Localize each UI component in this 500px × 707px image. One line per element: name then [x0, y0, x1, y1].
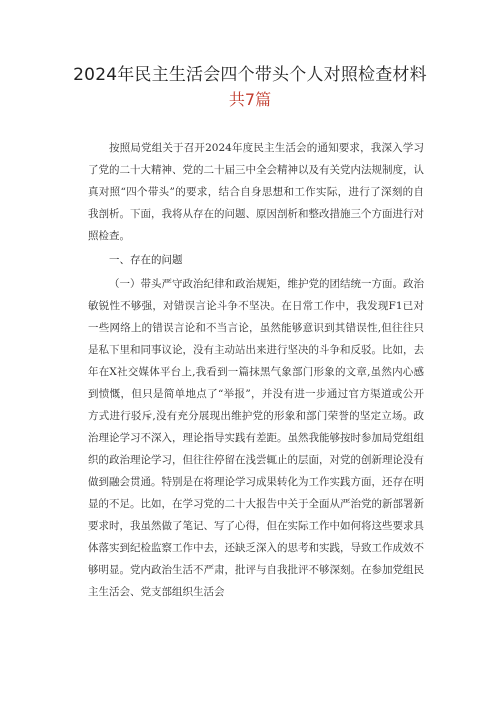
document-body — [88, 137, 424, 603]
intro-paragraph: 按照局党组关于召开2024年度民主生活会的通知要求，我深入学习了党的二十大精神、党的二十届三中全会精神以及有关党内法规制度，认真对照“四个带头”的要求，结合自身思想和工作实际，进行了深刻的自我剖析。下面，我将从存在的问题、原因剖析和整改措施三个方面进行对照检查。 — [88, 142, 424, 242]
document-subtitle: 共7篇 — [228, 90, 272, 109]
section-paragraph: （一）带头严守政治纪律和政治规矩，维护党的团结统一方面。政治敏锐性不够强，对错误言论斗争不坚决。在日常工作中，我发现F1已对一些网络上的错误言论和不当言论，虽然能够意识到其错误性,但往往只是私下里和同事议论，没有主动站出来进行坚决的斗争和反驳。比如，去年在X社交媒体平台上,我看到一篇抹黑气象部门形象的文章,虽然内心感到愤慨，但只是简单地点了“举报”，并没有进一步通过官方渠道或公开方式进行驳斥,没有充分展现出维护党的形象和部门荣誉的坚定立场。政治理论学习不深入，理论指导实践有差距。虽然我能够按时参加局党组组织的政治理论学习，但往往停留在浅尝辄止的层面，对党的创新理论没有做到融会贯通。特别是在将理论学习成果转化为工作实践方面，还存在明显的不足。比如，在学习党的二十大报告中关于全面从严治党的新部署新要求时，我虽然做了笔记、写了心得，但在实际工作中如何将这些要求具体落实到纪检监察工作中去，还缺乏深入的思考和实践，导致工作成效不够明显。党内政治生活不严肃，批评与自我批评不够深刻。在参加党组民主生活会、党支部组织生活会 — [88, 278, 424, 598]
document-title: 2024年民主生活会四个带头个人对照检查材料 — [73, 65, 427, 85]
section-heading: 一、存在的问题 — [109, 254, 183, 266]
